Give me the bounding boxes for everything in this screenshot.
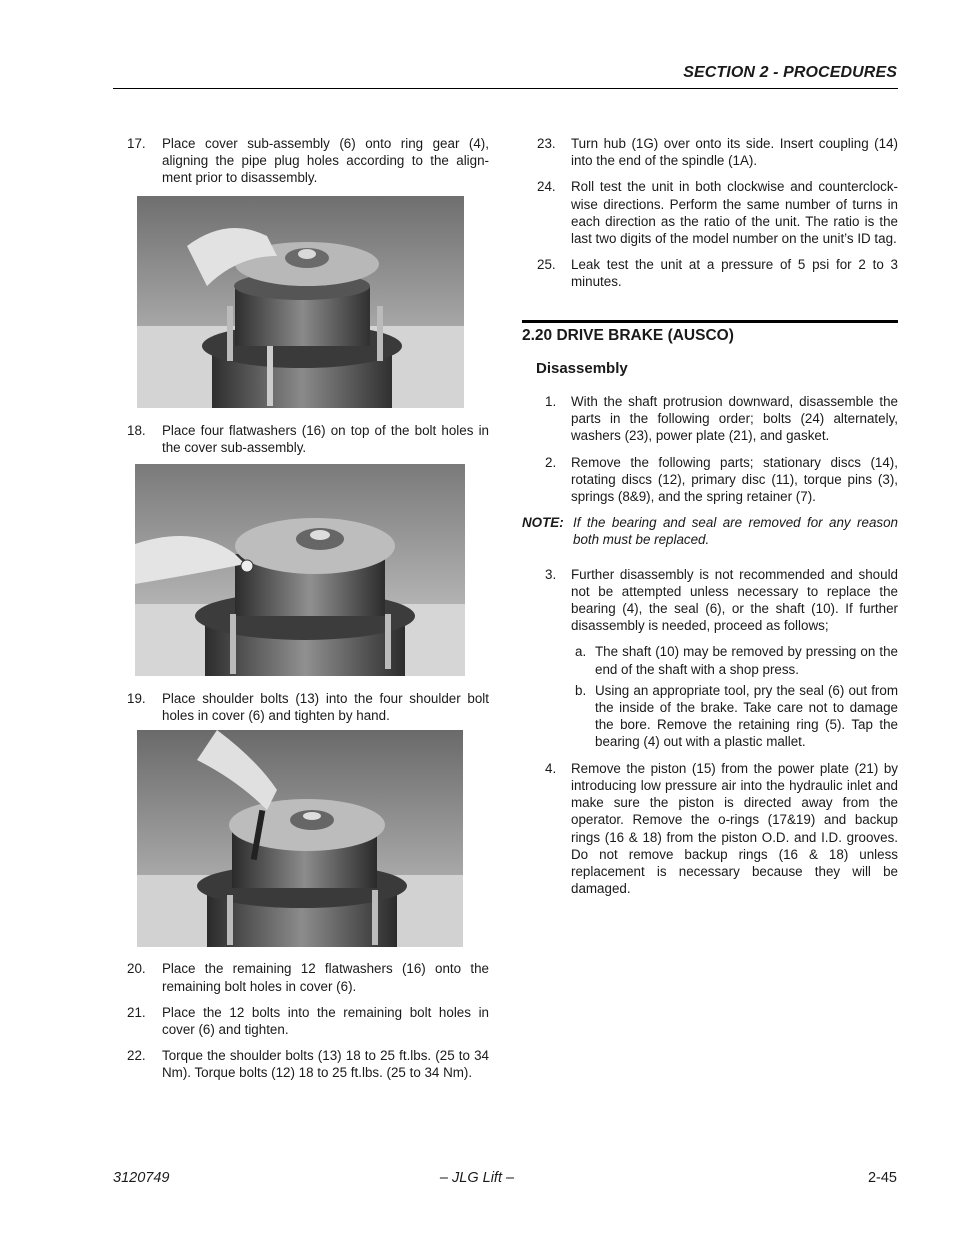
- disassembly-step-1: [522, 393, 898, 445]
- step-number: 3.: [545, 566, 557, 582]
- right-column: [522, 135, 898, 897]
- step-text: Place the remaining 12 flatwashers (16) onto the remaining bolt holes in cover (6).: [162, 961, 489, 994]
- page-number: 2-45: [867, 1170, 897, 1186]
- disassembly-step-2: [522, 454, 898, 506]
- step-number: 17.: [127, 136, 146, 151]
- step-text: Place the 12 bolts into the remaining bolt holes in cover (6) and tighten.: [162, 1004, 489, 1038]
- note: [522, 514, 898, 548]
- step-text: Remove the following parts; stationary discs (14), rotating discs (12), primary disc (11), torque pins (3), springs (8&9), and the spring retainer (7).: [571, 454, 898, 505]
- step-text: The shaft (10) may be removed by pressing on the end of the shaft with a shop press.: [595, 644, 898, 677]
- disassembly-step-4: [522, 760, 898, 898]
- subsection-heading: Disassembly: [536, 359, 628, 377]
- step-25: [522, 256, 898, 290]
- section-header: SECTION 2 - PROCEDURES: [683, 64, 897, 81]
- step-text: Using an appropriate tool, pry the seal (6) out from the inside of the brake. Take care not to damage the bore. Remove the retaining ring (5). Tap the bearing (4) out with a plastic mallet.: [595, 682, 898, 750]
- note-text: If the bearing and seal are removed for any reason both must be replaced.: [573, 515, 898, 548]
- step-19: [113, 690, 489, 724]
- step-text: Roll test the unit in both clockwise and counterclock-wise directions. Perform the same number of turns in each direction as the ratio of the unit. The ratio is the last two digits of the model number on the unit’s ID tag.: [571, 179, 898, 247]
- step-number: 24.: [537, 179, 556, 195]
- step-number: 25.: [537, 257, 556, 273]
- disassembly-step-3a: [522, 643, 898, 677]
- step-number: 22.: [127, 1048, 146, 1064]
- header-rule: [113, 88, 898, 89]
- disassembly-step-3b: [522, 682, 898, 751]
- step-text: Place cover sub-assembly (6) onto ring gear (4), aligning the pipe plug holes according to the align-ment prior to disassembly.: [162, 136, 489, 186]
- step-text: With the shaft protrusion downward, disassemble the parts in the following order; bolts (24) alternately, washers (23), power plate (21), and gasket.: [571, 394, 898, 444]
- section-heading: 2.20 DRIVE BRAKE (AUSCO): [522, 326, 734, 344]
- step-20: [113, 960, 489, 994]
- step-text: Place four flatwashers (16) on top of the bolt holes in the cover sub-assembly.: [162, 422, 489, 455]
- step-text: Further disassembly is not recommended and should not be attempted unless necessary to replace the bearing (4), the seal (6), or the shaft (10). If further disassembly is needed, proceed as follows;: [571, 566, 898, 634]
- step-text: Remove the piston (15) from the power plate (21) by introducing low pressure air into the hydraulic inlet and make sure the piston is directed away from the operator. Remove the o-rings (17&19) and backup rings (16 & 18) from the piston O.D. and I.D. grooves. Do not remove backup rings (16 & 18) unless replacement is necessary because they will be damaged.: [571, 760, 898, 897]
- step-letter: b.: [575, 682, 587, 698]
- step-text: Turn hub (1G) over onto its side. Insert coupling (14) into the end of the spindle (1A).: [571, 136, 898, 169]
- photo-shoulder-bolts: [137, 730, 463, 947]
- step-24: [522, 178, 898, 247]
- step-text: Place shoulder bolts (13) into the four shoulder bolt holes in cover (6) and tighten by hand.: [162, 691, 489, 724]
- step-text: Leak test the unit at a pressure of 5 psi for 2 to 3 minutes.: [571, 257, 898, 290]
- left-column: [113, 135, 489, 1082]
- step-text: Torque the shoulder bolts (13) 18 to 25 ft.lbs. (25 to 34 Nm). Torque bolts (12) 18 to 25 ft.lbs. (25 to 34 Nm).: [162, 1048, 489, 1081]
- photo-cover-placement: [137, 196, 464, 408]
- step-number: 18.: [127, 422, 146, 438]
- section-rule: [522, 320, 898, 323]
- step-number: 20.: [127, 961, 146, 977]
- step-21: [113, 1004, 489, 1038]
- step-18: [113, 422, 489, 456]
- step-number: 1.: [545, 394, 557, 410]
- note-label: NOTE:: [522, 515, 564, 531]
- step-number: 23.: [537, 136, 556, 151]
- step-letter: a.: [575, 644, 587, 660]
- photo-flatwashers: [135, 464, 465, 676]
- document-number: 3120749: [113, 1170, 170, 1186]
- step-number: 2.: [545, 454, 557, 470]
- step-number: 21.: [127, 1004, 146, 1020]
- step-number: 19.: [127, 691, 146, 707]
- step-22: [113, 1047, 489, 1081]
- step-23: [522, 135, 898, 169]
- disassembly-step-3: [522, 566, 898, 635]
- step-17: [113, 135, 489, 187]
- footer-brand: – JLG Lift –: [439, 1170, 515, 1186]
- step-number: 4.: [545, 760, 557, 776]
